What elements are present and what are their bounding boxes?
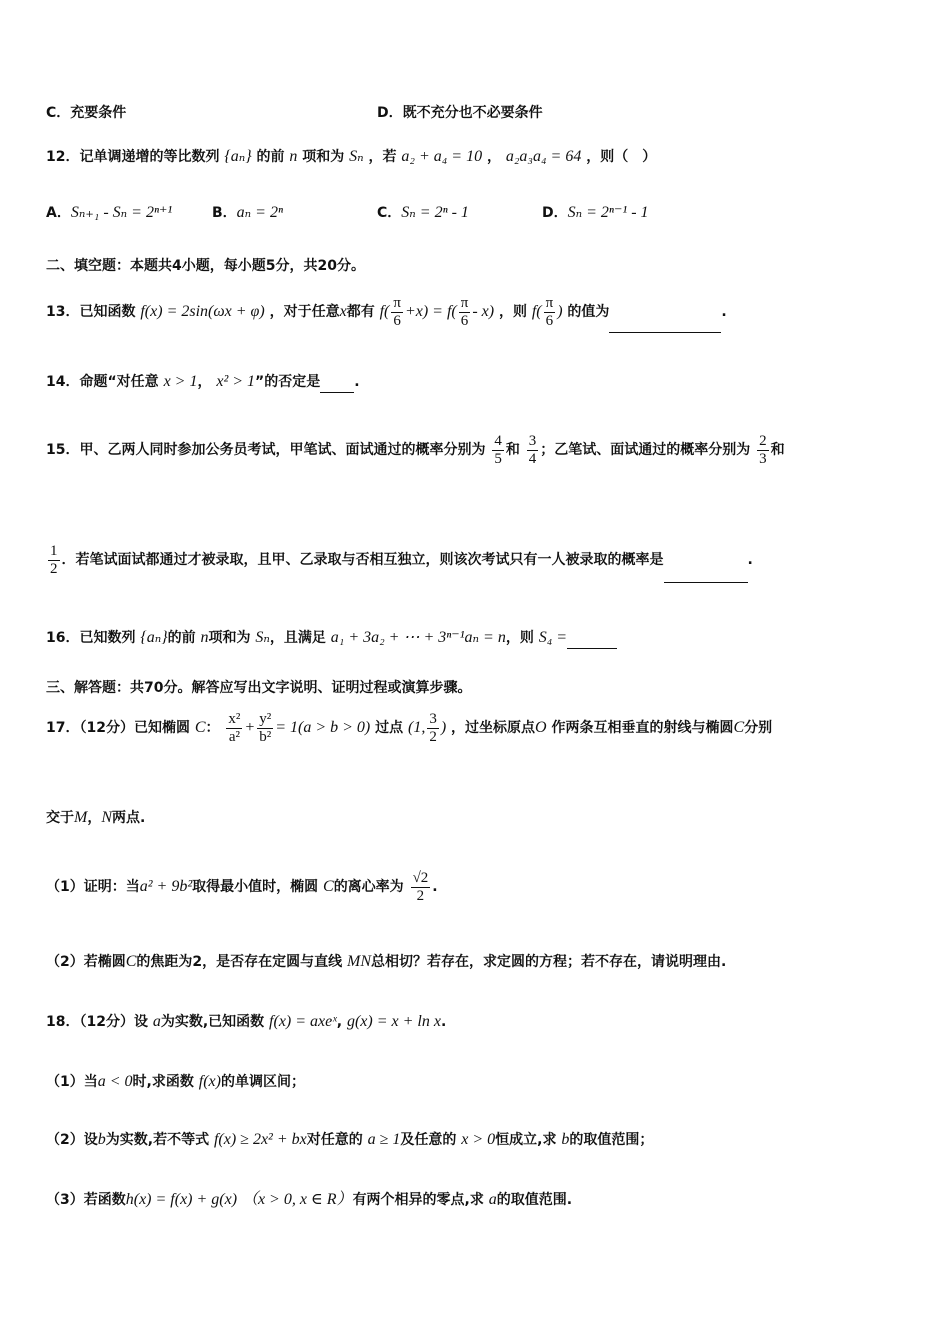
q12-option-d: D．Sₙ = 2ⁿ⁻¹ - 1: [542, 204, 649, 221]
q18-part1: （1）当a < 0时,求函数 f(x)的单调区间；: [46, 1073, 305, 1090]
q14-stem: 14．命题“对任意 x > 1， x² > 1”的否定是 .: [46, 372, 360, 393]
q12-cond1: a₂ + a₄ = 10: [401, 148, 483, 165]
q12-stem: 12．记单调递增的等比数列 {aₙ} 的前 n 项和为 Sₙ ，若 a₂ + a₄ = 10 ， a₂a₃a₄ = 64 ，则（ ）: [46, 148, 657, 165]
q18-part2: （2）设b为实数,若不等式 f(x) ≥ 2x² + bx对任意的 a ≥ 1及任意的 x > 0恒成立,求 b的取值范围；: [46, 1131, 654, 1148]
q17-stem-line2: 交于M，N两点.: [46, 809, 146, 826]
q14-answer-blank[interactable]: [320, 372, 354, 393]
q13-answer-blank[interactable]: [609, 292, 721, 333]
q12-option-b: B．aₙ = 2ⁿ: [212, 204, 283, 221]
q15-stem-line1: 15．甲、乙两人同时参加公务员考试，甲笔试、面试通过的概率分别为 $\frac{4}{5}$ 和 $\frac{3}{4}$ ；乙笔试、面试通过的概率分别为 $\frac{2}{3}$ 和: [46, 432, 785, 467]
q12-option-c: C．Sₙ = 2ⁿ - 1: [377, 204, 469, 221]
q12-seq: {aₙ}: [224, 148, 252, 165]
q16-stem: 16．已知数列 {aₙ}的前 n项和为 Sₙ，且满足 a₁ + 3a₂ + ⋯ + 3ⁿ⁻¹aₙ = n，则 S₄ =: [46, 628, 617, 649]
q17-part2: （2）若椭圆C的焦距为2，是否存在定圆与直线 MN总相切？若存在，求定圆的方程；若不存在，请说明理由.: [46, 953, 727, 970]
q16-answer-blank[interactable]: [567, 628, 617, 649]
q17-part1: （1）证明：当a² + 9b²取得最小值时，椭圆 C的离心率为 $\frac{√2}{2}$ .: [46, 869, 438, 904]
section-2-title: 二、填空题：本题共4小题，每小题5分，共20分。: [46, 258, 365, 274]
q17-stem-line1: 17．（12分）已知椭圆 C： $\frac{\text{x²}}{\text{a²}}$ + $\frac{\text{y²}}{\text{b²}}$ = 1(a > b > 0) 过点 (1, $\frac{3}{2}$ ) ，过坐标原点O 作两条互相垂直的射线与椭圆C分别: [46, 710, 773, 745]
q13-stem: 13．已知函数 f(x) = 2sin(ωx + φ) ，对于任意x都有 f( $\frac{\pi}{6}$ +x) = f( $\frac{\pi}{6}$ - x) ，则 f( $\frac{\pi}{6}$ ) 的值为 .: [46, 292, 727, 333]
q11-option-c: C．充要条件: [46, 105, 127, 121]
q12-cond2: a₂a₃a₄ = 64: [505, 148, 582, 165]
section-3-title: 三、解答题：共70分。解答应写出文字说明、证明过程或演算步骤。: [46, 680, 472, 696]
q18-stem: 18．（12分）设 a为实数,已知函数 f(x) = axeˣ, g(x) = x + ln x.: [46, 1013, 447, 1030]
q18-part3: （3）若函数h(x) = f(x) + g(x) （x > 0, x ∈ R）有两个相异的零点,求 a的取值范围.: [46, 1191, 573, 1208]
q12-option-a: A．Sₙ₊₁ - Sₙ = 2ⁿ⁺¹: [46, 204, 173, 221]
q15-stem-line2: $\frac{1}{2}$ ．若笔试面试都通过才被录取，且甲、乙录取与否相互独立，则该次考试只有一人被录取的概率是 .: [46, 538, 753, 583]
q11-option-d: D．既不充分也不必要条件: [377, 105, 543, 121]
q15-answer-blank[interactable]: [664, 538, 748, 583]
